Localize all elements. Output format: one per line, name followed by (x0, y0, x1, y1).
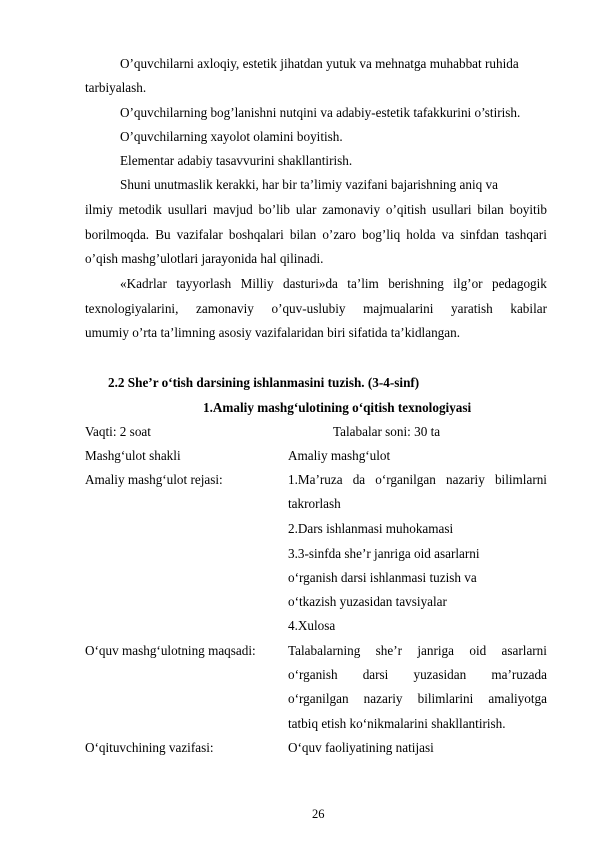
word: usullari (432, 202, 472, 217)
word: Milliy (240, 276, 274, 291)
page-number: 26 (312, 807, 325, 821)
word: amaliyotga (488, 691, 547, 706)
aim-line-1 (288, 643, 547, 659)
word: o‘rganilgan (288, 691, 349, 706)
word: metodik (118, 202, 162, 217)
word: bilimlarini (417, 691, 474, 706)
para2-line-2 (85, 301, 547, 317)
word: o‘rganish (288, 667, 338, 682)
word: mavjud (213, 202, 253, 217)
teacher-value: O‘quv faoliyatining natijasi (288, 740, 434, 755)
goal-line-3: O’quvchilarning bog’lanishni nutqini va adabiy-estetik tafakkurini o’stirish. (120, 105, 521, 120)
word: da (352, 472, 366, 487)
form-value: Amaliy mashg‘ulot (288, 448, 391, 463)
word: oid (469, 643, 487, 658)
word: berishning (388, 276, 444, 291)
aim-line-3 (288, 691, 547, 707)
word: pedagogik (491, 276, 547, 291)
word: she’r (375, 643, 403, 658)
para2-line-3: umumiy o’rta ta’limning asosiy vazifalaridan biri sifatida ta’kidlangan. (85, 325, 461, 340)
para1-line-4: o’qish mashg’ulotlari jarayonida hal qilinadi. (85, 251, 324, 266)
word: bilan (289, 227, 317, 242)
word: boshqalari (228, 227, 284, 242)
aim-line-4: tatbiq etish ko‘nikmalarini shakllantirish. (288, 716, 506, 731)
word: janriga (417, 643, 454, 658)
goal-line-4: O’quvchilarning xayolot olamini boyitish. (120, 129, 343, 144)
plan-line-1b: takrorlash (288, 496, 341, 511)
word: majmualarini (363, 301, 434, 316)
word: zamonaviy (322, 202, 381, 217)
plan-line-2: 2.Dars ishlanmasi muhokamasi (288, 521, 454, 536)
goal-line-1: O’quvchilarni axloqiy, estetik jihatdan yutuk va mehnatga muhabbat ruhida (120, 56, 519, 71)
word: tashqari (505, 227, 547, 242)
word: Talabalarning (288, 643, 361, 658)
word: sinfdan (460, 227, 500, 242)
word: va (441, 227, 455, 242)
word: usullari (167, 202, 208, 217)
aim-line-2 (288, 667, 547, 683)
word: bo’lib (258, 202, 291, 217)
section-heading: 2.2 She’r o‘tish darsining ishlanmasini tuzish. (3-4-sinf) (108, 375, 420, 390)
word: o’zaro (322, 227, 357, 242)
word: darsi (362, 667, 389, 682)
para1-line-1: Shuni unutmaslik kerakki, har bir ta’limiy vazifani bajarishning aniq va (120, 177, 498, 192)
word: o’qitish (385, 202, 427, 217)
word: ular (295, 202, 317, 217)
word: bog’liq (362, 227, 401, 242)
word: ta’lim (347, 276, 379, 291)
word: yuzasidan (413, 667, 467, 682)
teacher-label: O‘qituvchining vazifasi: (85, 740, 214, 755)
word: dasturi»da (282, 276, 338, 291)
para1-line-2 (85, 202, 547, 218)
word: vazifalar (176, 227, 223, 242)
word: bilan (477, 202, 504, 217)
plan-line-3c: o‘tkazish yuzasidan tavsiyalar (288, 594, 447, 609)
plan-label: Amaliy mashg‘ulot rejasi: (85, 472, 223, 487)
word: bilimlarni (494, 472, 547, 487)
word: asarlarni (501, 643, 547, 658)
word: texnologiyalarini, (85, 301, 179, 316)
word: zamonaviy (196, 301, 254, 316)
word: ilmiy (85, 202, 113, 217)
lesson-title: 1.Amaliy mashg‘ulotining o‘qitish texnologiyasi (203, 400, 472, 415)
word: Bu (155, 227, 171, 242)
form-label: Mashg‘ulot shakli (85, 448, 181, 463)
word: o‘rganilgan (375, 472, 436, 487)
plan-line-3b: o‘rganish darsi ishlanmasi tuzish va (288, 570, 477, 585)
word: boyitib (509, 202, 547, 217)
word: 1.Ma’ruza (288, 472, 343, 487)
plan-line-1a (288, 472, 547, 488)
para1-line-3 (85, 227, 547, 243)
plan-line-4: 4.Xulosa (288, 618, 336, 633)
goal-line-2: tarbiyalash. (85, 80, 147, 95)
goal-line-5: Elementar adabiy tasavvurini shakllantirish. (120, 153, 353, 168)
para2-line-1 (120, 276, 547, 292)
students-label: Talabalar soni: 30 ta (333, 424, 441, 439)
word: nazariy (446, 472, 485, 487)
word: «Kadrlar (120, 276, 167, 291)
word: nazariy (363, 691, 403, 706)
word: o’quv-uslubiy (271, 301, 346, 316)
word: tayyorlash (176, 276, 232, 291)
word: borilmoqda. (85, 227, 150, 242)
time-label: Vaqti: 2 soat (85, 424, 151, 439)
aim-label: O‘quv mashg‘ulotning maqsadi: (85, 643, 256, 658)
word: holda (406, 227, 436, 242)
plan-line-3a: 3.3-sinfda she’r janriga oid asarlarni (288, 546, 480, 561)
word: yaratish (451, 301, 493, 316)
word: ilg’or (453, 276, 483, 291)
word: kabilar (510, 301, 547, 316)
word: ma’ruzada (491, 667, 547, 682)
